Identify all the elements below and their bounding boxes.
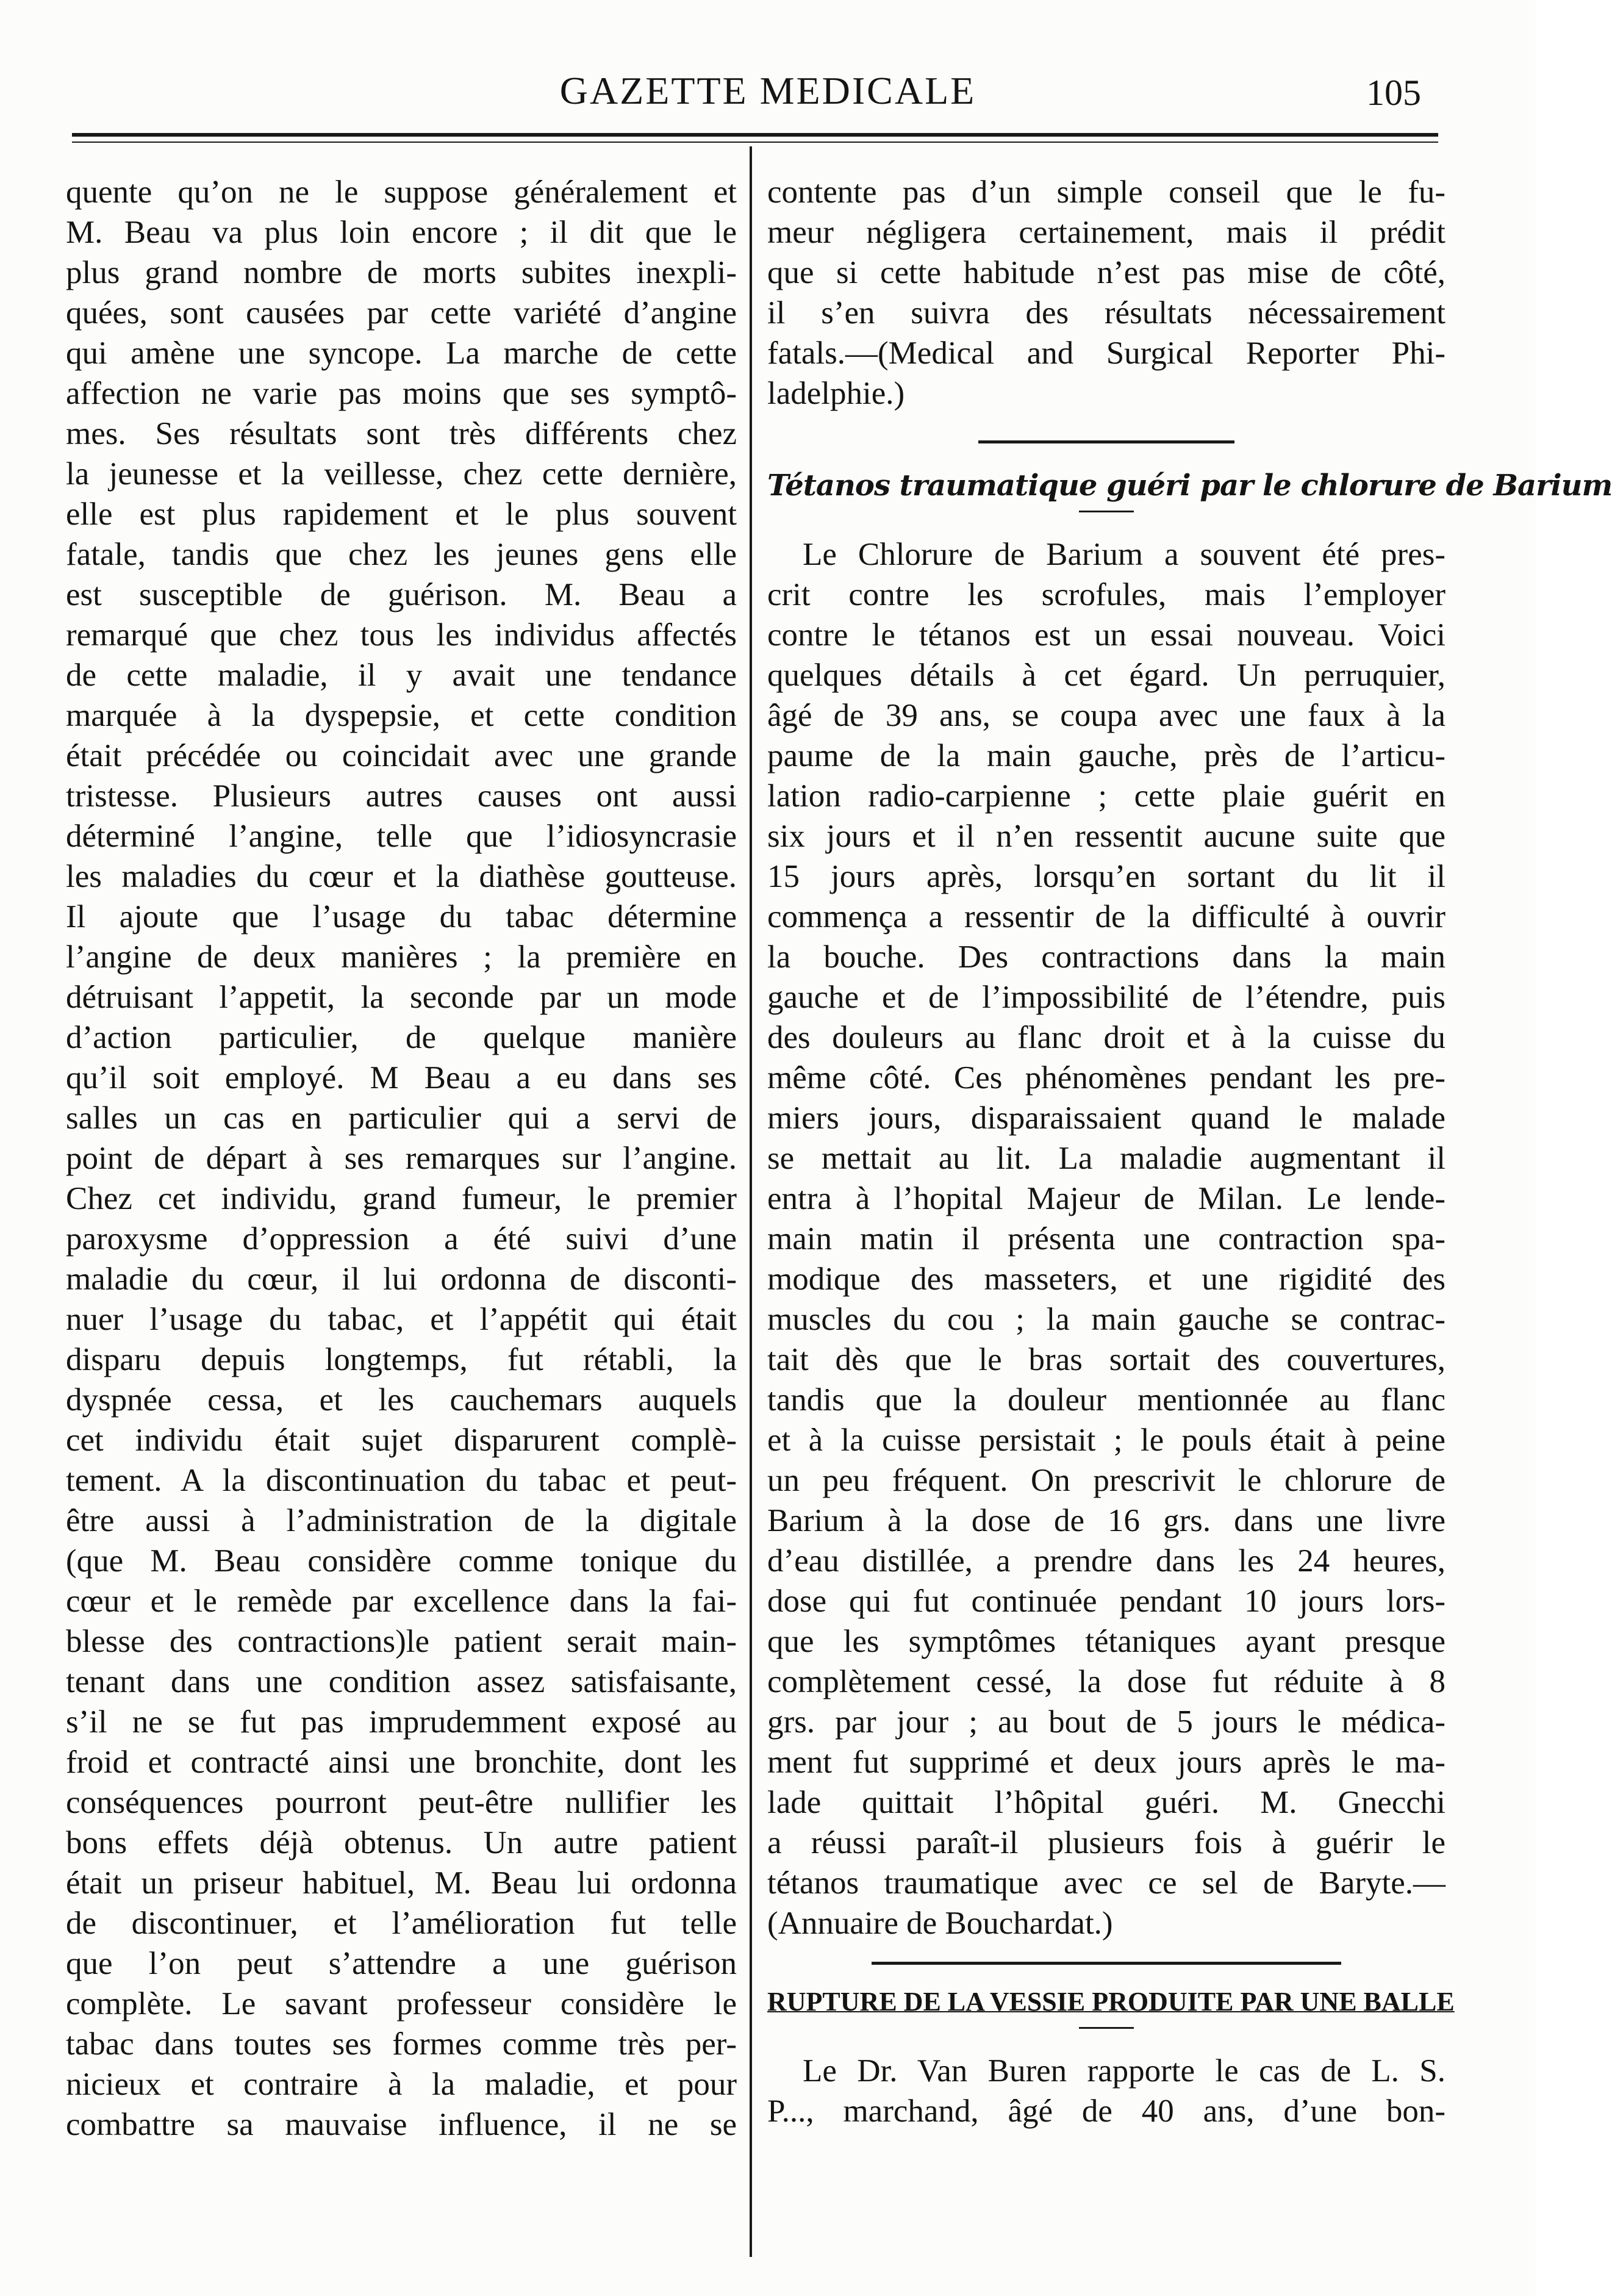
- running-title: GAZETTE MEDICALE: [559, 69, 976, 112]
- text-line: marquée à la dyspepsie, et cette condition: [66, 698, 737, 733]
- text-line: quente qu’on ne le suppose généralement et: [66, 174, 737, 210]
- text-line: quées, sont causées par cette variété d’angine: [66, 295, 737, 331]
- page-number: 105: [1366, 73, 1421, 113]
- text-line: meur négligera certainement, mais il prédit: [767, 215, 1445, 250]
- text-line: se mettait au lit. La maladie augmentant il: [767, 1141, 1445, 1176]
- text-line: modique des masseters, et une rigidité des: [767, 1261, 1445, 1297]
- header-rule-thin: [72, 142, 1438, 143]
- text-line: remarqué que chez tous les individus affectés: [66, 617, 737, 653]
- text-line: la bouche. Des contractions dans la main: [767, 939, 1445, 975]
- text-line: tandis que la douleur mentionnée au flanc: [767, 1382, 1445, 1418]
- left-column: [66, 172, 737, 2145]
- text-line: mes. Ses résultats sont très différents chez: [66, 416, 737, 451]
- article-heading-rupture: RUPTURE DE LA VESSIE PRODUITE PAR UNE BALLE: [767, 1987, 1455, 2017]
- text-line: qu’il soit employé. M Beau a eu dans ses: [66, 1060, 737, 1096]
- text-line: âgé de 39 ans, se coupa avec une faux à la: [767, 698, 1445, 733]
- text-line: détruisant l’appetit, la seconde par un mode: [66, 980, 737, 1015]
- text-line: maladie du cœur, il lui ordonna de disconti-: [66, 1261, 737, 1297]
- text-line: cet individu était sujet disparurent complè-: [66, 1422, 737, 1458]
- text-line: entra à l’hopital Majeur de Milan. Le lende-: [767, 1181, 1445, 1216]
- text-line: un peu fréquent. On prescrivit le chlorure de: [767, 1463, 1445, 1498]
- text-line: paroxysme d’oppression a été suivi d’une: [66, 1221, 737, 1257]
- text-line: salles un cas en particulier qui a servi de: [66, 1100, 737, 1136]
- text-line: 15 jours après, lorsqu’en sortant du lit il: [767, 859, 1445, 894]
- text-line: a réussi paraît-il plusieurs fois à guérir le: [767, 1825, 1445, 1860]
- heading-dash: [1079, 2027, 1134, 2029]
- right-column: [767, 172, 1612, 2131]
- text-line: d’eau distillée, a prendre dans les 24 heures,: [767, 1543, 1445, 1579]
- text-line: de discontinuer, et l’amélioration fut telle: [66, 1906, 737, 1941]
- text-line: nicieux et contraire à la maladie, et pour: [66, 2067, 737, 2102]
- text-line: froid et contracté ainsi une bronchite, dont les: [66, 1745, 737, 1780]
- header-rule: [72, 133, 1438, 137]
- text-line: elle est plus rapidement et le plus souvent: [66, 497, 737, 532]
- text-line: tement. A la discontinuation du tabac et peut-: [66, 1463, 737, 1498]
- text-line: tenant dans une condition assez satisfaisante,: [66, 1664, 737, 1699]
- text-line: (Annuaire de Bouchardat.): [767, 1906, 1113, 1941]
- text-line: six jours et il n’en ressentit aucune suite que: [767, 819, 1445, 854]
- text-line: P..., marchand, âgé de 40 ans, d’une bon-: [767, 2093, 1445, 2129]
- text-line: grs. par jour ; au bout de 5 jours le médica-: [767, 1704, 1445, 1740]
- text-line: M. Beau va plus loin encore ; il dit que le: [66, 215, 737, 250]
- text-line: ladelphie.): [767, 376, 905, 411]
- text-line: Il ajoute que l’usage du tabac détermine: [66, 899, 737, 935]
- text-line: nuer l’usage du tabac, et l’appétit qui était: [66, 1302, 737, 1337]
- text-line: crit contre les scrofules, mais l’employer: [767, 577, 1445, 612]
- text-line: est susceptible de guérison. M. Beau a: [66, 577, 737, 612]
- text-line: Barium à la dose de 16 grs. dans une livre: [767, 1503, 1445, 1538]
- text-line: tétanos traumatique avec ce sel de Baryte.—: [767, 1865, 1445, 1901]
- text-line: la jeunesse et la veillesse, chez cette dernière,: [66, 456, 737, 492]
- text-line: il s’en suivra des résultats nécessairement: [767, 295, 1445, 331]
- text-line: main matin il présenta une contraction spa-: [767, 1221, 1445, 1257]
- text-line: d’action particulier, de quelque manière: [66, 1020, 737, 1055]
- text-line: miers jours, disparaissaient quand le malade: [767, 1100, 1445, 1136]
- text-line: dyspnée cessa, et les cauchemars auquels: [66, 1382, 737, 1418]
- text-line: s’il ne se fut pas imprudemment exposé au: [66, 1704, 737, 1740]
- text-line: tabac dans toutes ses formes comme très per-: [66, 2026, 737, 2062]
- text-line: dose qui fut continuée pendant 10 jours lors-: [767, 1584, 1445, 1619]
- text-line: quelques détails à cet égard. Un perruquier,: [767, 658, 1445, 693]
- text-line: complètement cessé, la dose fut réduite à 8: [767, 1664, 1445, 1699]
- continued-text: [767, 172, 1445, 414]
- text-line: qui amène une syncope. La marche de cette: [66, 335, 737, 371]
- text-line: Le Dr. Van Buren rapporte le cas de L. S.: [803, 2053, 1445, 2089]
- text-line: ment fut supprimé et deux jours après le ma-: [767, 1745, 1445, 1780]
- article-separator: [978, 440, 1234, 443]
- text-line: que l’on peut s’attendre a une guérison: [66, 1946, 737, 1981]
- article-body-tetanos: [767, 534, 1445, 1943]
- text-line: plus grand nombre de morts subites inexpli-: [66, 255, 737, 290]
- text-line: combattre sa mauvaise influence, il ne se: [66, 2107, 737, 2142]
- text-line: lation radio-carpienne ; cette plaie guérit en: [767, 778, 1445, 814]
- text-line: commença a ressentir de la difficulté à ouvrir: [767, 899, 1445, 935]
- article-separator: [872, 1962, 1341, 1965]
- text-line: de cette maladie, il y avait une tendance: [66, 658, 737, 693]
- text-line: que les symptômes tétaniques ayant presque: [767, 1624, 1445, 1659]
- text-line: fatale, tandis que chez les jeunes gens elle: [66, 537, 737, 572]
- text-line: gauche et de l’impossibilité de l’étendre, puis: [767, 980, 1445, 1015]
- text-line: cœur et le remède par excellence dans la fai-: [66, 1584, 737, 1619]
- text-line: des douleurs au flanc droit et à la cuisse du: [767, 1020, 1445, 1055]
- text-line: tristesse. Plusieurs autres causes ont aussi: [66, 778, 737, 814]
- text-line: bons effets déjà obtenus. Un autre patient: [66, 1825, 737, 1860]
- heading-dash: [1079, 511, 1134, 512]
- text-line: était précédée ou coincidait avec une grande: [66, 738, 737, 773]
- text-line: complète. Le savant professeur considère le: [66, 1986, 737, 2022]
- text-line: disparu depuis longtemps, fut rétabli, la: [66, 1342, 737, 1377]
- text-line: l’angine de deux manières ; la première en: [66, 939, 737, 975]
- text-line: (que M. Beau considère comme tonique du: [66, 1543, 737, 1579]
- text-line: muscles du cou ; la main gauche se contrac-: [767, 1302, 1445, 1337]
- text-line: tait dès que le bras sortait des couvertures,: [767, 1342, 1445, 1377]
- article-heading-tetanos: Tétanos traumatique guéri par le chlorure de Barium: [767, 468, 1612, 503]
- text-line: contre le tétanos est un essai nouveau. Voici: [767, 617, 1445, 653]
- text-line: conséquences pourront peut-être nullifier les: [66, 1785, 737, 1820]
- text-line: que si cette habitude n’est pas mise de côté,: [767, 255, 1445, 290]
- text-line: les maladies du cœur et la diathèse goutteuse.: [66, 859, 737, 894]
- text-line: point de départ à ses remarques sur l’angine.: [66, 1141, 737, 1176]
- text-line: déterminé l’angine, telle que l’idiosyncrasie: [66, 819, 737, 854]
- text-line: contente pas d’un simple conseil que le fu-: [767, 174, 1445, 210]
- text-line: fatals.—(Medical and Surgical Reporter Phi-: [767, 335, 1445, 371]
- text-line: blesse des contractions)le patient serait main-: [66, 1624, 737, 1659]
- text-line: Le Chlorure de Barium a souvent été pres-: [803, 537, 1445, 572]
- text-line: était un priseur habituel, M. Beau lui ordonna: [66, 1865, 737, 1901]
- text-line: Chez cet individu, grand fumeur, le premier: [66, 1181, 737, 1216]
- column-divider: [750, 146, 752, 2257]
- text-line: et à la cuisse persistait ; le pouls était à peine: [767, 1422, 1445, 1458]
- text-line: affection ne varie pas moins que ses symptô-: [66, 376, 737, 411]
- text-line: paume de la main gauche, près de l’articu-: [767, 738, 1445, 773]
- article-body-rupture: [767, 2051, 1445, 2131]
- text-line: même côté. Ces phénomènes pendant les pre-: [767, 1060, 1445, 1096]
- text-line: lade quittait l’hôpital guéri. M. Gnecchi: [767, 1785, 1445, 1820]
- text-line: être aussi à l’administration de la digitale: [66, 1503, 737, 1538]
